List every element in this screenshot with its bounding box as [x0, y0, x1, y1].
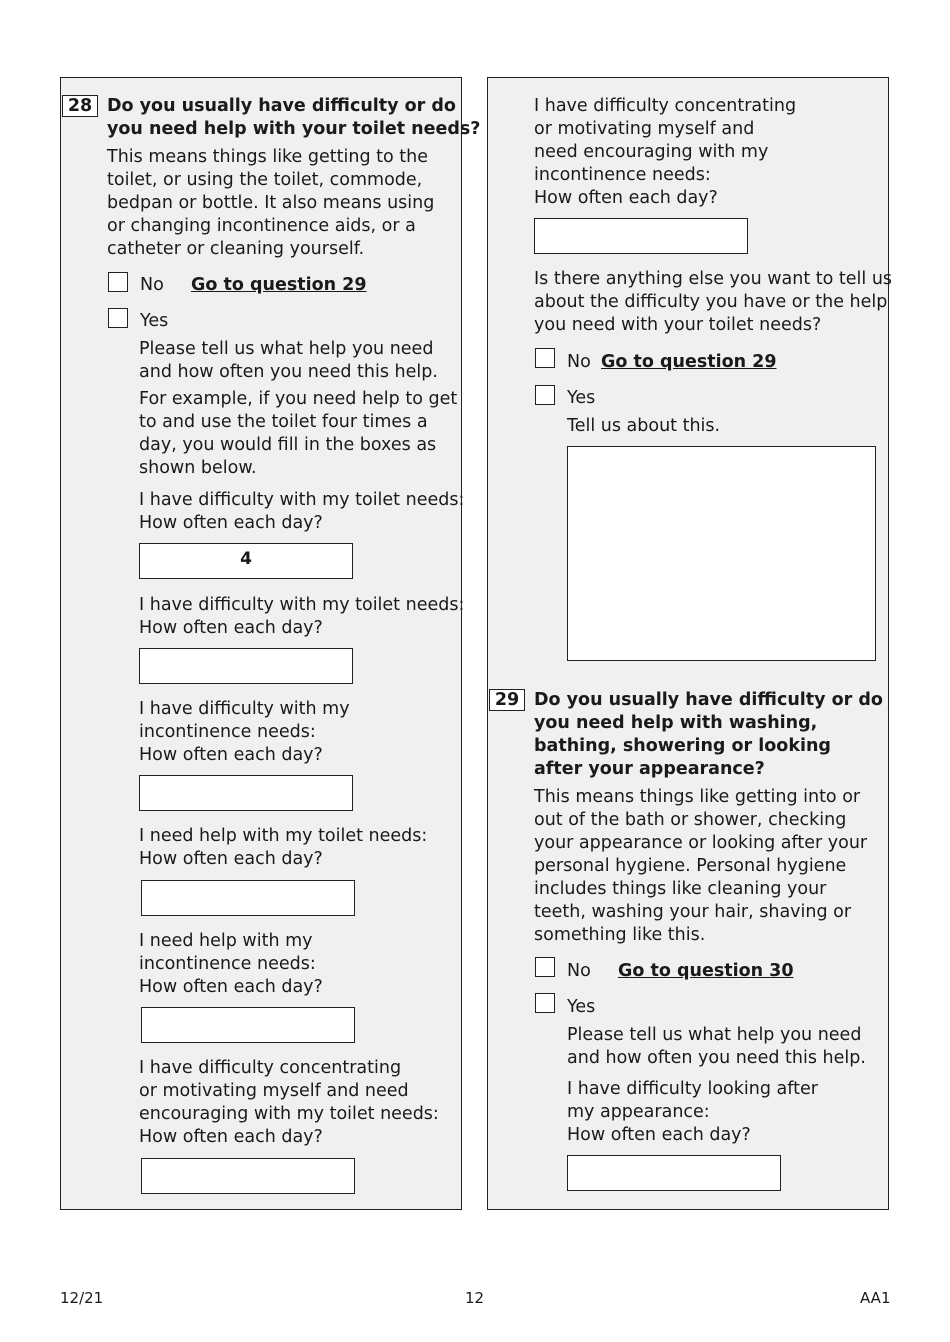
q28-no-label: No: [140, 275, 164, 295]
q28-no-checkbox[interactable]: [108, 272, 128, 292]
q28-example-prompt-line-1: I have difficulty with my toilet needs:: [139, 490, 465, 510]
q29-appearance-prompt-line-3: How often each day?: [567, 1125, 751, 1145]
q28-incontinence-help-prompt-line-3: How often each day?: [139, 977, 323, 997]
q29-description-line-4: personal hygiene. Personal hygiene: [534, 856, 847, 876]
q28-toilet-encouraging-prompt-line-3: encouraging with my toilet needs:: [139, 1104, 439, 1124]
q28-incontinence-difficulty-prompt-line-3: How often each day?: [139, 745, 323, 765]
q28-yes-instruction-line-1: Please tell us what help you need: [139, 339, 434, 359]
q28-description-line-5: catheter or cleaning yourself.: [107, 239, 365, 259]
footer-form-code: AA1: [860, 1289, 891, 1307]
q28-incontinence-difficulty-prompt-line-2: incontinence needs:: [139, 722, 316, 742]
q28-title-line-2: you need help with your toilet needs?: [107, 119, 481, 139]
q29-title-line-1: Do you usually have difficulty or do: [534, 690, 883, 710]
q28-toilet-help-input[interactable]: [141, 880, 355, 916]
q29-title-line-4: after your appearance?: [534, 759, 765, 779]
q28-else-yes-checkbox[interactable]: [535, 385, 555, 405]
q28-incontinence-help-prompt-line-2: incontinence needs:: [139, 954, 316, 974]
q29-description-line-1: This means things like getting into or: [534, 787, 861, 807]
q28-incontinence-help-input[interactable]: [141, 1007, 355, 1043]
q28-incontinence-help-prompt-line-1: I need help with my: [139, 931, 313, 951]
q28-incontinence-difficulty-prompt-line-1: I have difficulty with my: [139, 699, 350, 719]
q28-description-line-1: This means things like getting to the: [107, 147, 428, 167]
q28-yes-label: Yes: [140, 311, 169, 331]
question-number-29: 29: [489, 689, 525, 711]
q28-else-yes-label: Yes: [567, 388, 596, 408]
q28-example-line-2: to and use the toilet four times a: [139, 412, 428, 432]
q29-appearance-prompt-line-2: my appearance:: [567, 1102, 710, 1122]
q29-description-line-3: your appearance or looking after your: [534, 833, 868, 853]
q28-incontinence-encouraging-prompt-line-2: or motivating myself and: [534, 119, 755, 139]
q29-yes-label: Yes: [567, 997, 596, 1017]
q29-title-line-2: you need help with washing,: [534, 713, 818, 733]
q28-example-prompt-line-2: How often each day?: [139, 513, 323, 533]
q28-toilet-encouraging-input[interactable]: [141, 1158, 355, 1194]
q28-example-line-3: day, you would fill in the boxes as: [139, 435, 437, 455]
q28-toilet-encouraging-prompt-line-4: How often each day?: [139, 1127, 323, 1147]
q28-incontinence-difficulty-input[interactable]: [139, 775, 353, 811]
footer-page-number: 12: [465, 1289, 485, 1307]
q28-go-to-question-29: Go to question 29: [191, 275, 367, 295]
q29-yes-instruction-line-2: and how often you need this help.: [567, 1048, 866, 1068]
q29-yes-checkbox[interactable]: [535, 993, 555, 1013]
q29-yes-instruction-line-1: Please tell us what help you need: [567, 1025, 862, 1045]
q28-toilet-difficulty-input[interactable]: [139, 648, 353, 684]
q28-description-line-2: toilet, or using the toilet, commode,: [107, 170, 423, 190]
q28-tell-us-label: Tell us about this.: [567, 416, 721, 436]
q28-incontinence-encouraging-prompt-line-4: incontinence needs:: [534, 165, 711, 185]
q28-toilet-encouraging-prompt-line-2: or motivating myself and need: [139, 1081, 409, 1101]
q28-incontinence-encouraging-prompt-line-1: I have difficulty concentrating: [534, 96, 797, 116]
question-number-28: 28: [62, 95, 98, 117]
q28-else-question-line-1: Is there anything else you want to tell us: [534, 269, 893, 289]
q29-description-line-5: includes things like cleaning your: [534, 879, 827, 899]
q28-description-line-4: or changing incontinence aids, or a: [107, 216, 416, 236]
q28-description-line-3: bedpan or bottle. It also means using: [107, 193, 435, 213]
q28-example-line-4: shown below.: [139, 458, 257, 478]
q29-appearance-prompt-line-1: I have difficulty looking after: [567, 1079, 818, 1099]
footer-date: 12/21: [60, 1289, 104, 1307]
q29-no-checkbox[interactable]: [535, 957, 555, 977]
q28-incontinence-encouraging-prompt-line-5: How often each day?: [534, 188, 718, 208]
q29-description-line-2: out of the bath or shower, checking: [534, 810, 847, 830]
q28-incontinence-encouraging-prompt-line-3: need encouraging with my: [534, 142, 769, 162]
q28-incontinence-encouraging-input[interactable]: [534, 218, 748, 254]
q29-title-line-3: bathing, showering or looking: [534, 736, 831, 756]
q29-no-label: No: [567, 961, 591, 981]
q28-else-go-to-question-29: Go to question 29: [601, 352, 777, 372]
q28-toilet-difficulty-prompt-line-2: How often each day?: [139, 618, 323, 638]
q28-else-no-checkbox[interactable]: [535, 348, 555, 368]
q29-description-line-6: teeth, washing your hair, shaving or: [534, 902, 852, 922]
q28-tell-us-textarea[interactable]: [567, 446, 876, 661]
q28-else-question-line-3: you need with your toilet needs?: [534, 315, 822, 335]
q29-description-line-7: something like this.: [534, 925, 706, 945]
q28-yes-instruction-line-2: and how often you need this help.: [139, 362, 438, 382]
q28-yes-checkbox[interactable]: [108, 308, 128, 328]
q28-toilet-encouraging-prompt-line-1: I have difficulty concentrating: [139, 1058, 402, 1078]
q28-title-line-1: Do you usually have difficulty or do: [107, 96, 456, 116]
q28-else-no-label: No: [567, 352, 591, 372]
q28-toilet-help-prompt-line-1: I need help with my toilet needs:: [139, 826, 428, 846]
q28-toilet-help-prompt-line-2: How often each day?: [139, 849, 323, 869]
q29-appearance-input[interactable]: [567, 1155, 781, 1191]
q28-toilet-difficulty-prompt-line-1: I have difficulty with my toilet needs:: [139, 595, 465, 615]
q29-go-to-question-30: Go to question 30: [618, 961, 794, 981]
q28-else-question-line-2: about the difficulty you have or the help: [534, 292, 888, 312]
q28-example-line-1: For example, if you need help to get: [139, 389, 458, 409]
q28-example-answer-box: 4: [139, 543, 353, 579]
